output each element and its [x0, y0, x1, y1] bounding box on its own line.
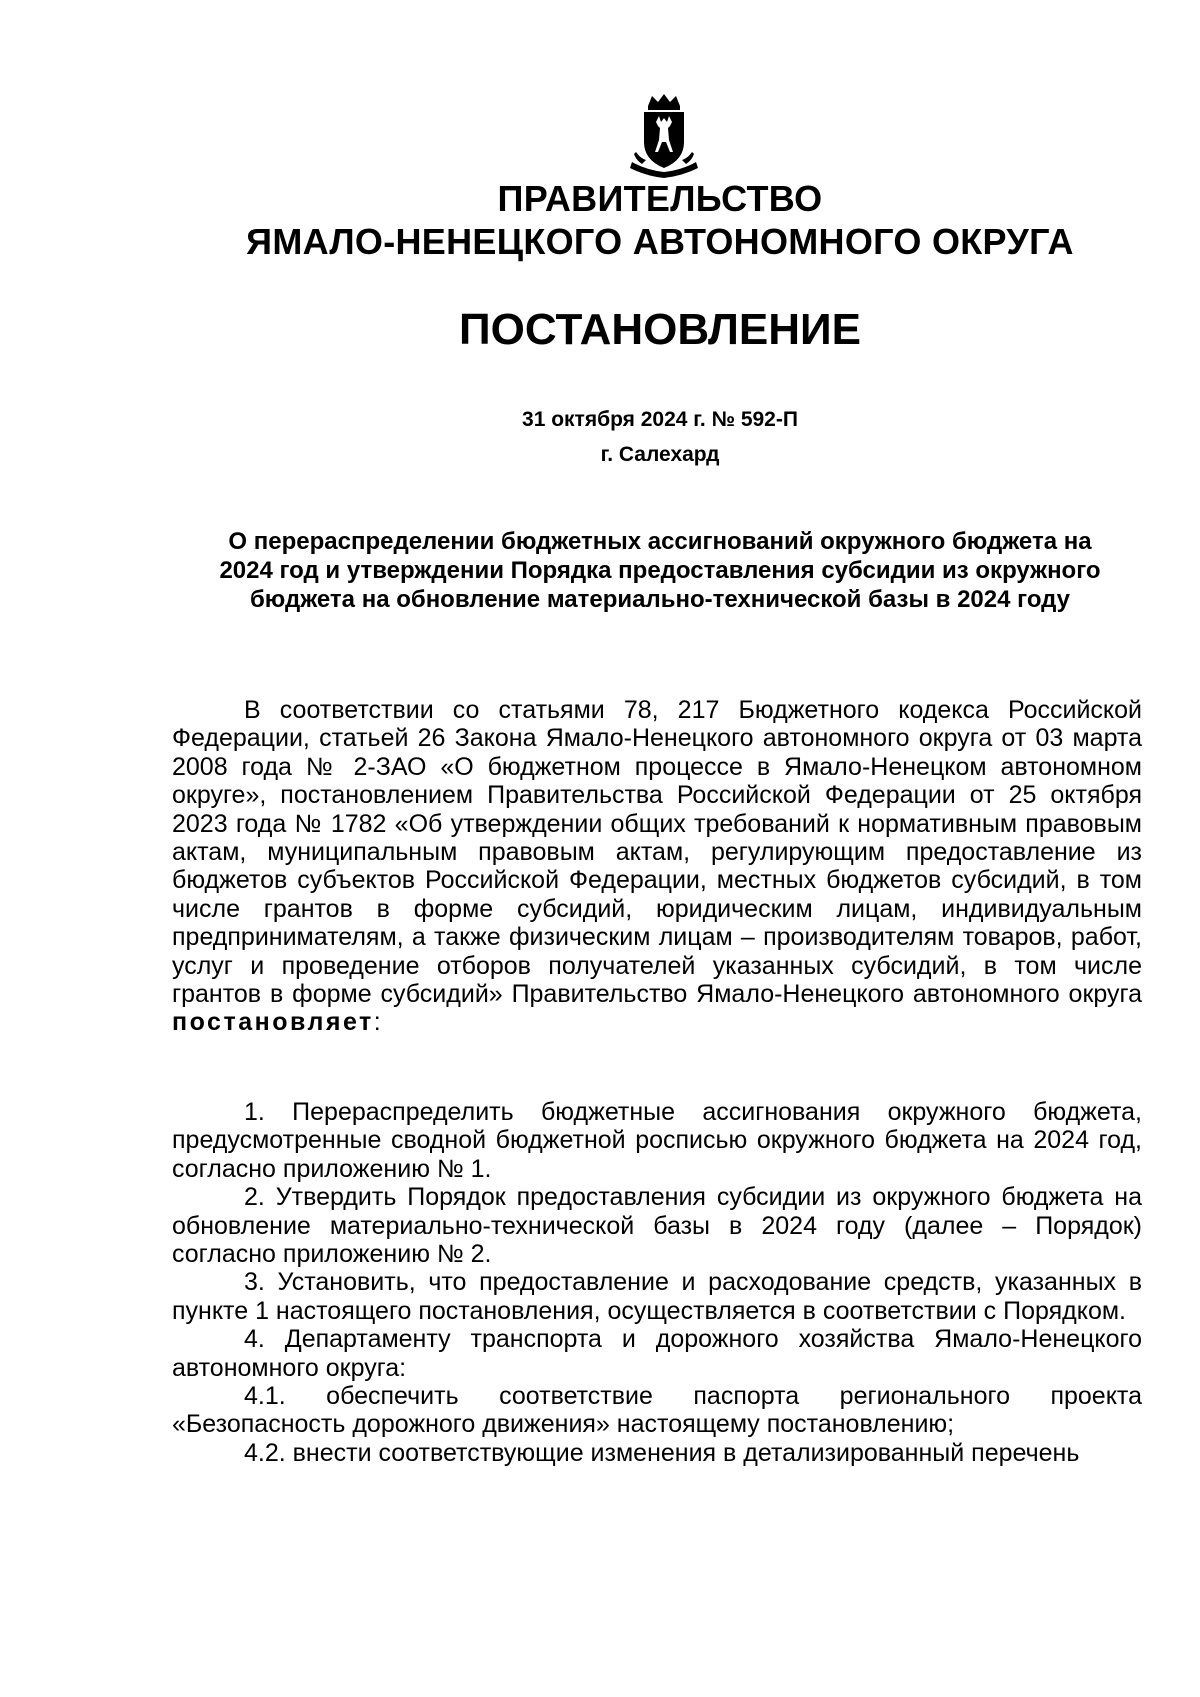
- document-type: ПОСТАНОВЛЕНИЕ: [458, 305, 862, 354]
- resolves-word: постановляет: [172, 1008, 374, 1037]
- government-title-line-1: ПРАВИТЕЛЬСТВО: [497, 178, 823, 219]
- resolution-item-4-1: 4.1. обеспечить соответствие паспорта регионального проекта «Безопасность дорожного движения» настоящему постановлению;: [172, 1382, 1142, 1439]
- resolution-item-3: 3. Установить, что предоставление и расходование средств, указанных в пункте 1 настоящего постановления, осуществляется в соответствии с Порядком.: [172, 1268, 1142, 1325]
- city: г. Салехард: [600, 443, 720, 466]
- date-and-number: 31 октября 2024 г. № 592-П: [522, 408, 798, 431]
- resolution-items: [172, 1098, 1142, 1467]
- document-subject: О перераспределении бюджетных ассигнований окружного бюджета на 2024 год и утверждении Порядка предоставления субсидии из окружного бюджета на обновление материально-технической базы в 2024 году: [219, 528, 1101, 613]
- resolution-item-4: 4. Департаменту транспорта и дорожного хозяйства Ямало-Ненецкого автономного округа:: [172, 1325, 1142, 1382]
- preamble-text: В соответствии со статьями 78, 217 Бюджетного кодекса Российской Федерации, статьей 26 Закона Ямало-Ненецкого автономного округа от 03 марта 2008 года № 2-ЗАО «О бюджетном процессе в Ямало-Ненецком автономном округе», постановлением Правительства Российской Федерации от 25 октября 2023 года № 1782 «Об утверждении общих требований к нормативным правовым актам, муниципальным правовым актам, регулирующим предоставление из бюджетов субъектов Российской Федерации, местных бюджетов субсидий, в том числе грантов в форме субсидий, юридическим лицам, индивидуальным предпринимателям, а также физическим лицам – производителям товаров, работ, услуг и проведение отборов получателей указанных субсидий, в том числе грантов в форме субсидий» Правительство Ямало-Ненецкого автономного округа: [172, 696, 1142, 1009]
- preamble-paragraph: [172, 696, 1142, 1037]
- resolution-item-1: 1. Перераспределить бюджетные ассигнования окружного бюджета, предусмотренные сводной бюджетной росписью окружного бюджета на 2024 год, согласно приложению № 1.: [172, 1098, 1142, 1183]
- coat-of-arms-emblem-icon: [626, 92, 702, 178]
- resolution-item-2: 2. Утвердить Порядок предоставления субсидии из окружного бюджета на обновление материально-технической базы в 2024 году (далее – Порядок) согласно приложению № 2.: [172, 1183, 1142, 1269]
- preamble: [172, 696, 1142, 1037]
- resolution-item-4-2: 4.2. внести соответствующие изменения в детализированный перечень: [244, 1438, 1080, 1467]
- government-title-line-2: ЯМАЛО-НЕНЕЦКОГО АВТОНОМНОГО ОКРУГА: [246, 221, 1074, 262]
- preamble-colon: :: [373, 1008, 381, 1037]
